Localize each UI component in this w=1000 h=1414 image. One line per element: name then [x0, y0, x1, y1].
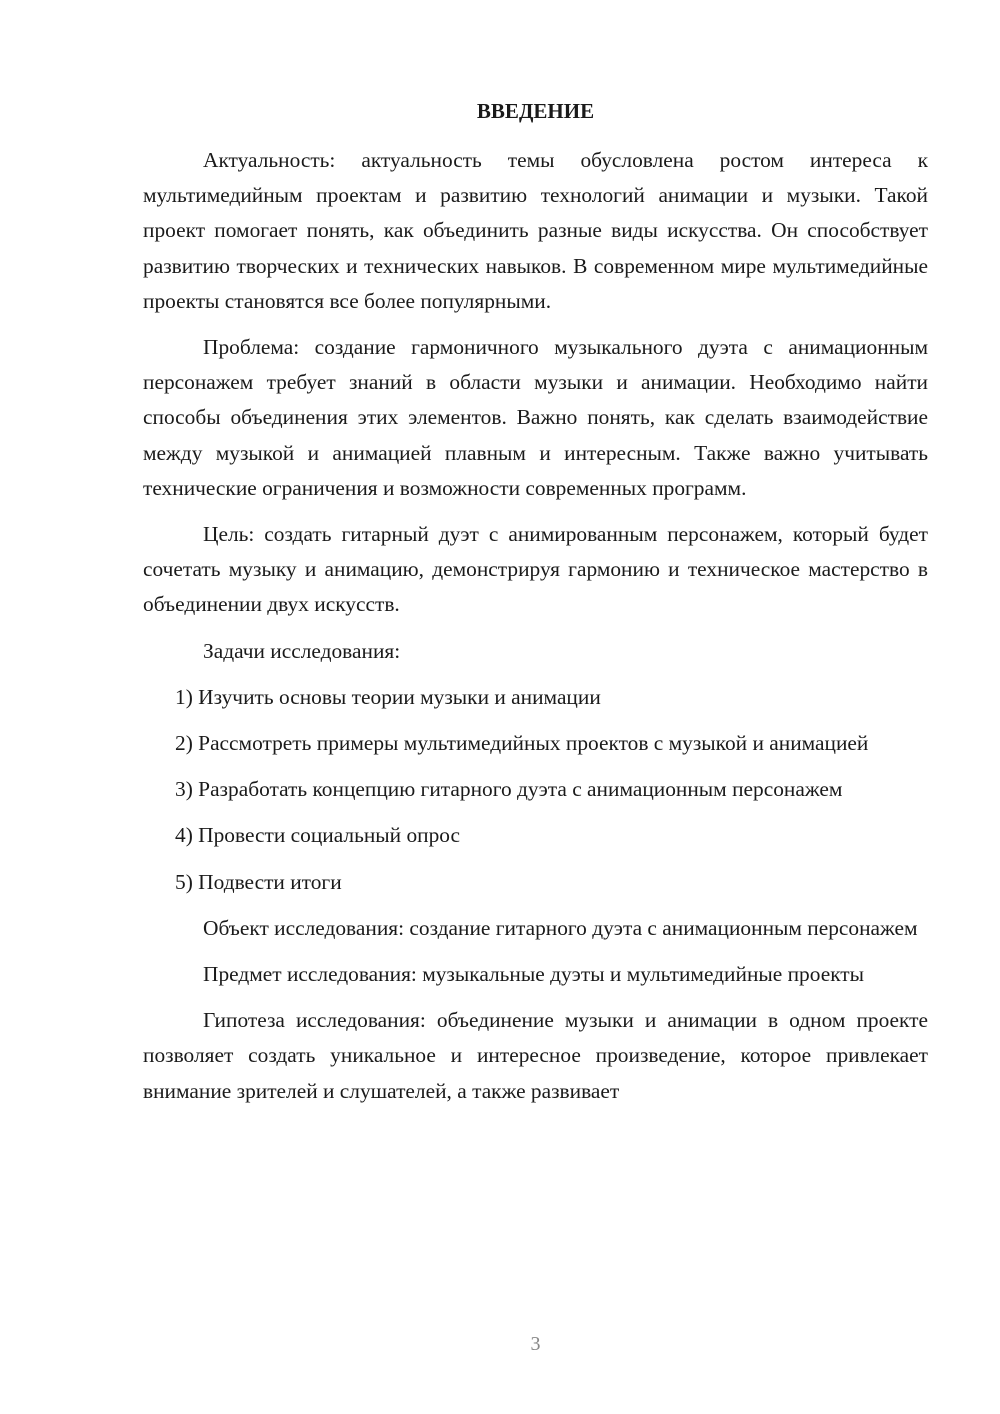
task-item-5: 5) Подвести итоги [175, 869, 342, 894]
goal-paragraph: Цель: создать гитарный дуэт с анимированным персонажем, который будет сочетать музыку и анимацию, демонстрируя гармонию и техническое мастерство в объединении двух искусств. [143, 522, 928, 617]
tasks-title: Задачи исследования: [203, 638, 401, 663]
section-heading: ВВЕДЕНИЕ [476, 99, 595, 123]
hypothesis-paragraph: Гипотеза исследования: объединение музыки и анимации в одном проекте позволяет создать уникальное и интересное произведение, которое привлекает внимание зрителей и слушателей, а также развивает [143, 1008, 928, 1103]
page-number: 3 [530, 1333, 541, 1355]
task-item-4: 4) Провести социальный опрос [175, 823, 461, 848]
task-item-2: 2) Рассмотреть примеры мультимедийных проектов с музыкой и анимацией [175, 731, 869, 756]
body-text [143, 143, 928, 1120]
task-item-3: 3) Разработать концепцию гитарного дуэта с анимационным персонажем [175, 777, 843, 802]
task-item-1: 1) Изучить основы теории музыки и анимации [175, 684, 601, 709]
object-paragraph: Объект исследования: создание гитарного дуэта с анимационным персонажем [203, 915, 918, 940]
subject-paragraph: Предмет исследования: музыкальные дуэты и мультимедийные проекты [203, 962, 865, 987]
problem-paragraph: Проблема: создание гармоничного музыкального дуэта с анимационным персонажем требует знаний в области музыки и анимации. Необходимо найти способы объединения этих элементов. Важно понять, как сделать взаимодействие между музыкой и анимацией плавным и интересным. Также важно учитывать технические ограничения и возможности современных программ. [143, 335, 928, 500]
relevance-paragraph: Актуальность: актуальность темы обусловлена ростом интереса к мультимедийным проектам и развитию технологий анимации и музыки. Такой проект помогает понять, как объединить разные виды искусства. Он способствует развитию творческих и технических навыков. В современном мире мультимедийные проекты становятся все более популярными. [143, 148, 928, 313]
